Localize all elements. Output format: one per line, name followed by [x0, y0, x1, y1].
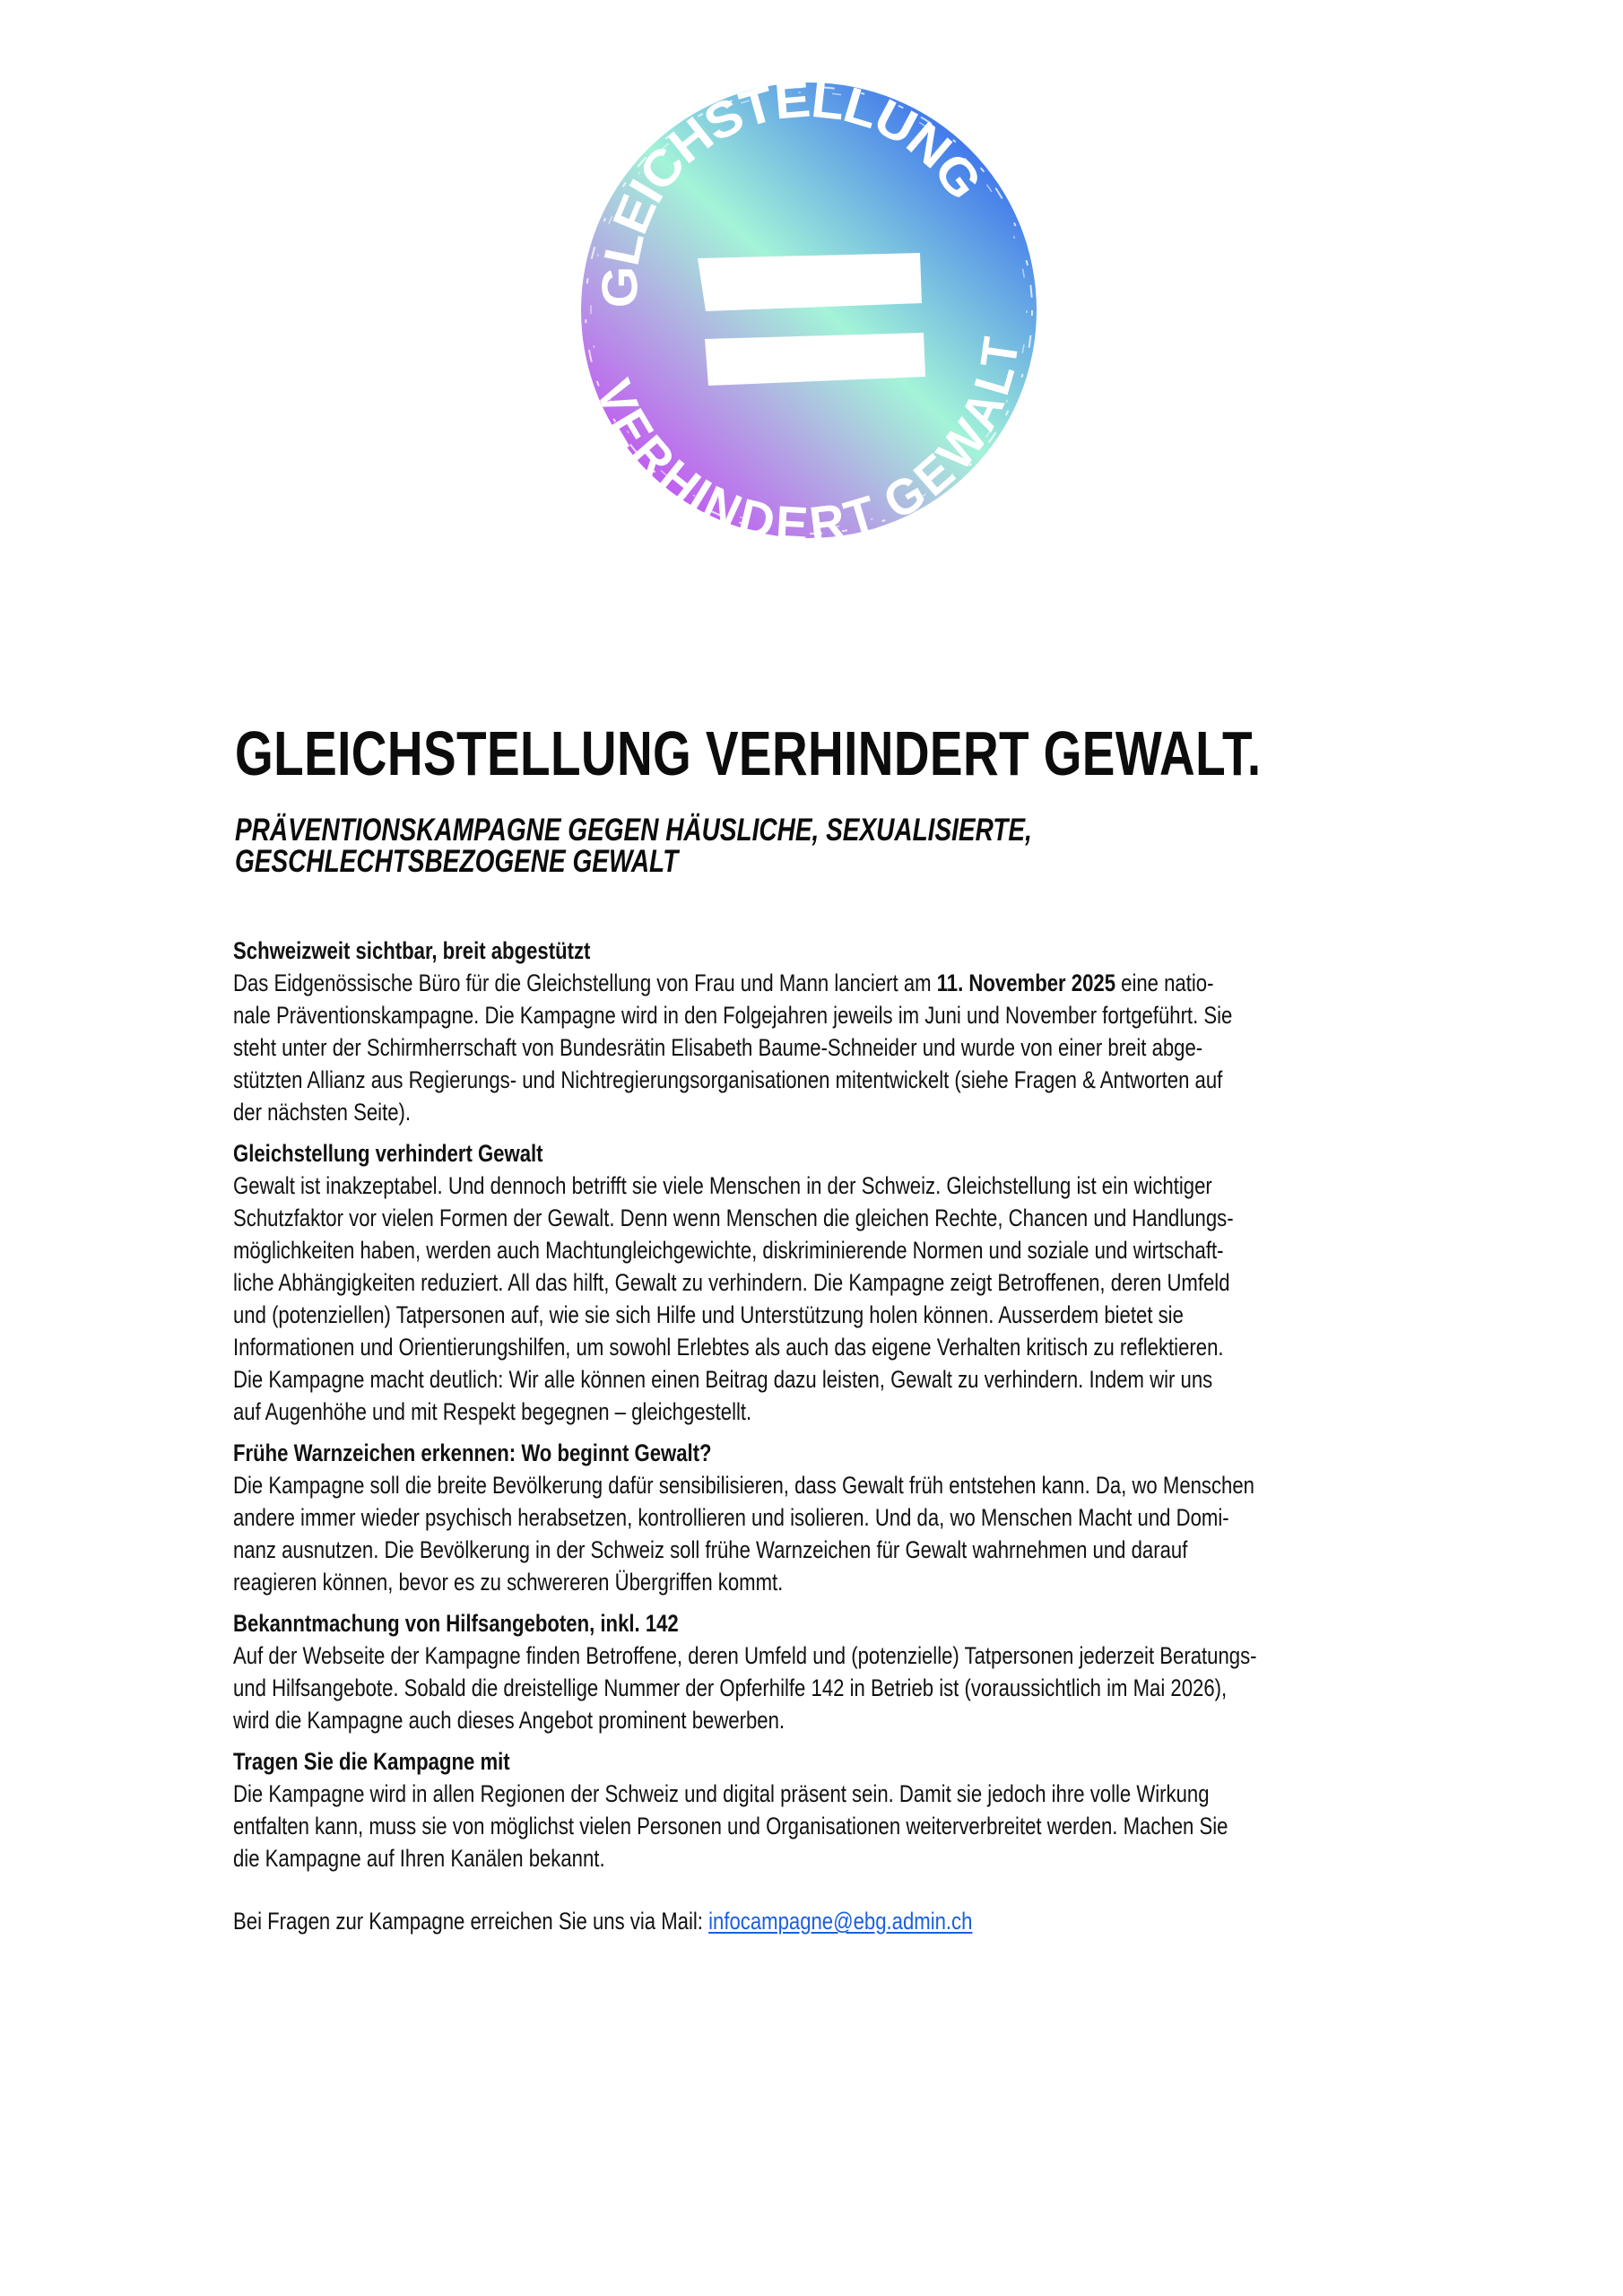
- paragraph-line: [233, 967, 1357, 999]
- paragraph-line: andere immer wieder psychisch herabsetzen, kontrollieren und isolieren. Und da, wo Menschen Macht und Domi-: [233, 1504, 1229, 1531]
- paragraph-line: und (potenziellen) Tatpersonen auf, wie sie sich Hilfe und Unterstützung holen können. Ausserdem bietet sie: [233, 1301, 1184, 1328]
- paragraph-line: möglichkeiten haben, werden auch Machtungleichgewichte, diskriminierende Normen und soziale und wirtschaft-: [233, 1237, 1224, 1264]
- subtitle-line: GESCHLECHTSBEZOGENE GEWALT: [235, 844, 679, 879]
- section-heading: Schweizweit sichtbar, breit abgestützt: [233, 937, 591, 964]
- launch-date: 11. November 2025: [936, 970, 1115, 996]
- paragraph-line: die Kampagne auf Ihren Kanälen bekannt.: [233, 1845, 605, 1872]
- paragraph-line: der nächsten Seite).: [233, 1099, 412, 1126]
- title-block: [235, 718, 1542, 789]
- paragraph-line: Informationen und Orientierungshilfen, um sowohl Erlebtes als auch das eigene Verhalten kritisch zu reflektieren.: [233, 1334, 1224, 1361]
- logo-equals-bar-bottom: [705, 333, 925, 386]
- section-support-campaign: [233, 1745, 1578, 1874]
- logo-equals-bar-top: [698, 253, 922, 311]
- page-subtitle: [235, 814, 1032, 877]
- paragraph-line: stützten Allianz aus Regierungs- und Nichtregierungsorganisationen mitentwickelt (siehe Fragen & Antworten auf: [233, 1066, 1223, 1093]
- paragraph-line: nanz ausnutzen. Die Bevölkerung in der Schweiz soll frühe Warnzeichen für Gewalt wahrnehmen und darauf: [233, 1536, 1188, 1563]
- contact-line: [233, 1905, 1357, 1937]
- contact-info: [233, 1905, 1578, 1937]
- paragraph-line: wird die Kampagne auch dieses Angebot prominent bewerben.: [233, 1707, 785, 1734]
- paragraph-line: liche Abhängigkeiten reduziert. All das hilft, Gewalt zu verhindern. Die Kampagne zeigt Betroffenen, deren Umfeld: [233, 1269, 1230, 1296]
- paragraph-line: reagieren können, bevor es zu schwereren Übergriffen kommt.: [233, 1569, 784, 1596]
- campaign-logo: [574, 81, 1040, 547]
- section-warning-signs: [233, 1437, 1578, 1598]
- paragraph-line: nale Präventionskampagne. Die Kampagne wird in den Folgejahren jeweils im Juni und November fortgeführt. Sie: [233, 1002, 1233, 1029]
- section-heading: Bekanntmachung von Hilfsangeboten, inkl. 142: [233, 1610, 679, 1637]
- page-title: GLEICHSTELLUNG VERHINDERT GEWALT.: [235, 718, 1262, 788]
- email-link[interactable]: infocampagne@ebg.admin.ch: [708, 1908, 973, 1935]
- paragraph-line: steht unter der Schirmherrschaft von Bundesrätin Elisabeth Baume-Schneider und wurde von einer breit abge-: [233, 1034, 1203, 1061]
- paragraph-line: entfalten kann, muss sie von möglichst vielen Personen und Organisationen weiterverbreitet werden. Machen Sie: [233, 1813, 1228, 1839]
- subtitle-line: PRÄVENTIONSKAMPAGNE GEGEN HÄUSLICHE, SEXUALISIERTE,: [235, 813, 1032, 848]
- paragraph-line: Die Kampagne soll die breite Bevölkerung dafür sensibilisieren, dass Gewalt früh entstehen kann. Da, wo Menschen: [233, 1472, 1254, 1499]
- text-run: Das Eidgenössische Büro für die Gleichstellung von Frau und Mann lanciert am: [233, 970, 937, 996]
- paragraph-line: Die Kampagne wird in allen Regionen der Schweiz und digital präsent sein. Damit sie jedoch ihre volle Wirkung: [233, 1780, 1210, 1807]
- logo-top-text: GLEICHSTELLUNG: [591, 81, 991, 309]
- section-help-offers: [233, 1607, 1578, 1736]
- paragraph-line: und Hilfsangebote. Sobald die dreistellige Nummer der Opferhilfe 142 in Betrieb ist (voraussichtlich im Mai 2026),: [233, 1674, 1228, 1701]
- section-equality: [233, 1137, 1578, 1428]
- text-run: eine natio-: [1115, 970, 1214, 996]
- section-heading: Frühe Warnzeichen erkennen: Wo beginnt Gewalt?: [233, 1439, 712, 1466]
- section-visibility: [233, 935, 1578, 1128]
- section-heading: Gleichstellung verhindert Gewalt: [233, 1140, 543, 1167]
- paragraph-line: Schutzfaktor vor vielen Formen der Gewalt. Denn wenn Menschen die gleichen Rechte, Chancen und Handlungs-: [233, 1205, 1234, 1231]
- section-heading: Tragen Sie die Kampagne mit: [233, 1748, 510, 1775]
- paragraph-line: Die Kampagne macht deutlich: Wir alle können einen Beitrag dazu leisten, Gewalt zu verhindern. Indem wir uns: [233, 1366, 1213, 1393]
- body-content: [233, 935, 1578, 1937]
- paragraph-line: Auf der Webseite der Kampagne finden Betroffene, deren Umfeld und (potenzielle) Tatpersonen jederzeit Beratungs-: [233, 1642, 1257, 1669]
- logo-bottom-text: VERHINDERT GEWALT: [585, 334, 1029, 547]
- paragraph-line: auf Augenhöhe und mit Respekt begegnen – gleichgestellt.: [233, 1398, 752, 1425]
- paragraph-line: Gewalt ist inakzeptabel. Und dennoch betrifft sie viele Menschen in der Schweiz. Gleichstellung ist ein wichtiger: [233, 1172, 1212, 1199]
- contact-text: Bei Fragen zur Kampagne erreichen Sie uns via Mail:: [233, 1908, 709, 1935]
